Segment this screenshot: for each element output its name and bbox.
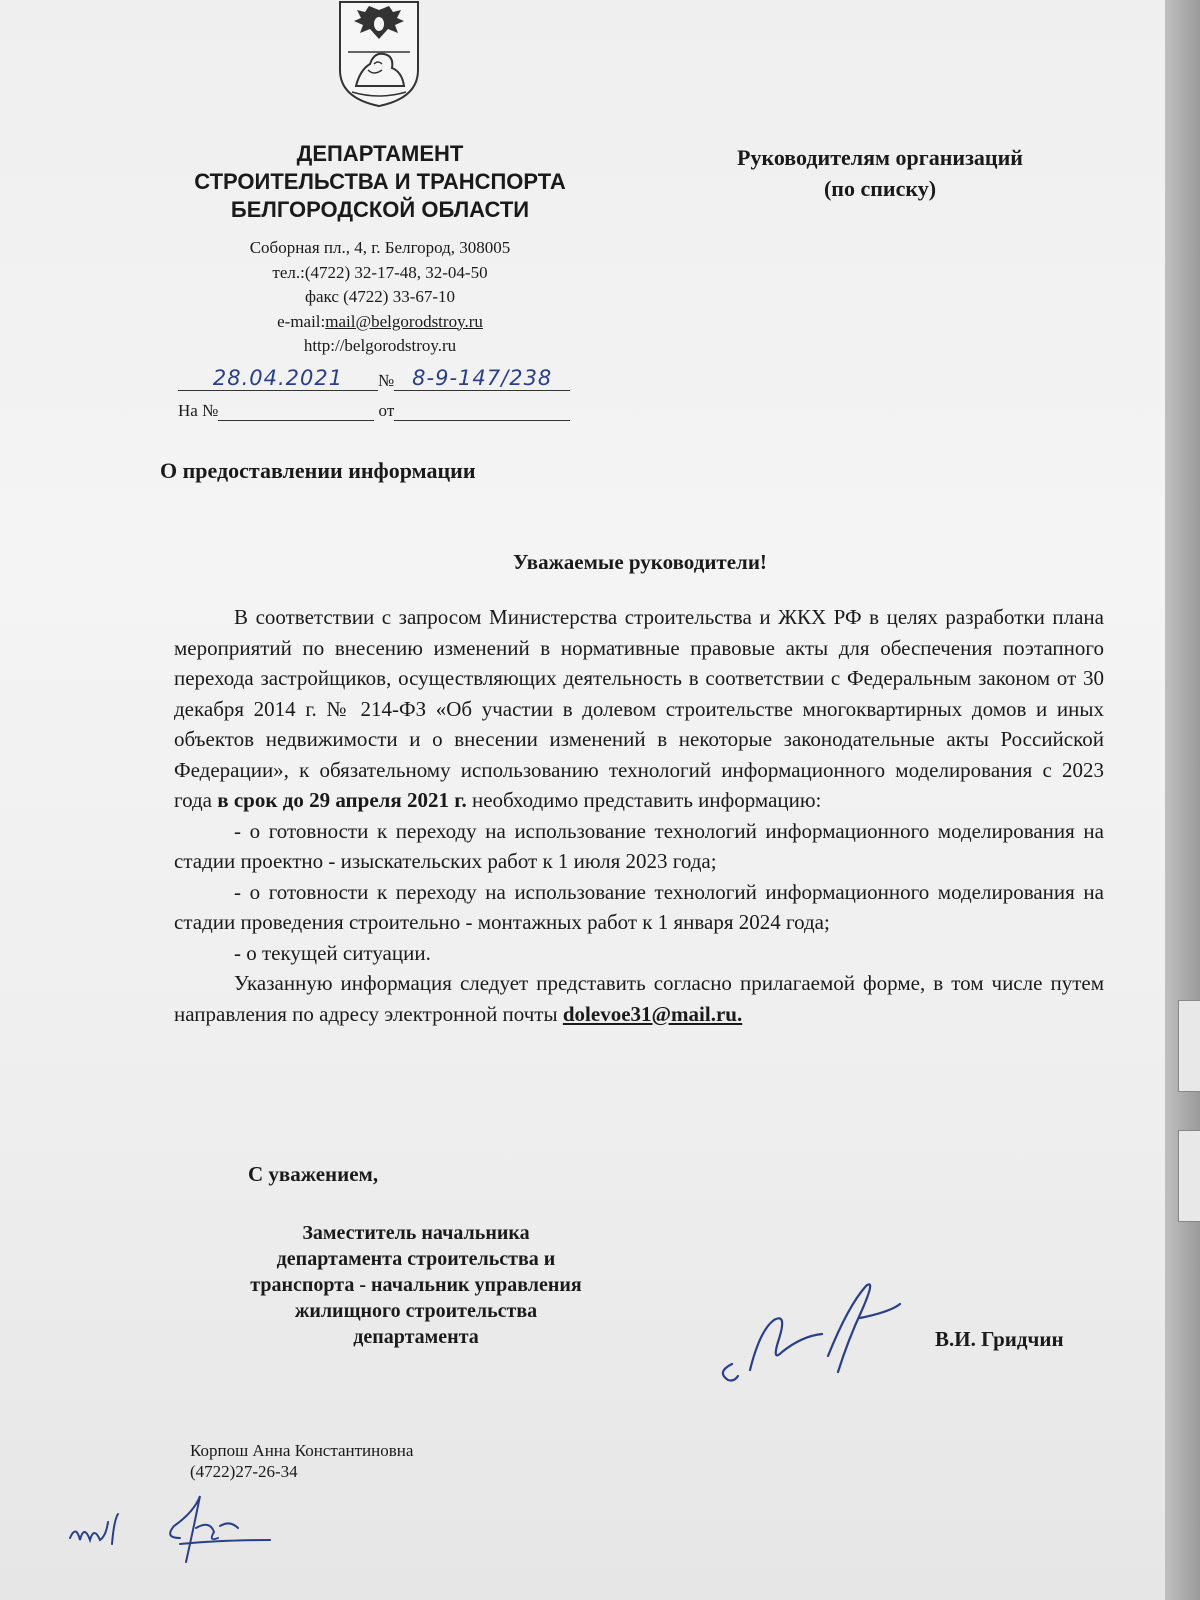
list-item: - о текущей ситуации. bbox=[234, 940, 431, 965]
addressee-line: Руководителям организаций bbox=[737, 145, 1023, 170]
background-edge bbox=[1165, 0, 1200, 1600]
email-line bbox=[160, 310, 600, 335]
addressee bbox=[680, 142, 1080, 204]
letter-body bbox=[174, 602, 1104, 1029]
from-blank bbox=[394, 400, 570, 421]
registration-number: 8-9-147/238 bbox=[412, 366, 553, 390]
list-item: - о готовности к переходу на использование технологий информационного моделирования на стадии проектно - изыскательских работ к 1 июля 2023 года; bbox=[174, 818, 1104, 873]
executor-name: Корпош Анна Константиновна bbox=[190, 1441, 414, 1460]
subject: О предоставлении информации bbox=[160, 458, 476, 483]
reference-line bbox=[178, 400, 570, 421]
signer-position bbox=[186, 1220, 646, 1350]
reference-label: На № bbox=[178, 401, 219, 420]
fax: факс (4722) 33-67-10 bbox=[304, 287, 456, 306]
paragraph-text: В соответствии с запросом Министерства строительства и ЖКХ РФ в целях разработки плана мероприятий по внесению изменений в нормативные правовые акты для обеспечения поэтапного перехода застройщиков, осуществляющих деятельность в соответствии с Федеральным законом от 30 декабря 2014 г. № 214-ФЗ «Об участии в долевом строительстве многоквартирных домов и иных объектов недвижимости и о внесении изменений в некоторые законодательные акты Российской Федерации», к обязательному использованию технологий информационного моделирования с 2023 года bbox=[174, 605, 1104, 812]
contact-email-link[interactable]: dolevoe31@mail.ru. bbox=[562, 1001, 743, 1026]
email-label: e-mail: bbox=[277, 311, 326, 331]
department-name bbox=[160, 140, 600, 224]
phone: тел.:(4722) 32-17-48, 32-04-50 bbox=[272, 262, 488, 282]
address: Соборная пл., 4, г. Белгород, 308005 bbox=[249, 238, 511, 257]
website: http://belgorodstroy.ru bbox=[303, 336, 457, 355]
paragraph-text: Указанную информация следует представить согласно прилагаемой форме, в том числе путем направления по адресу электронной почты bbox=[174, 971, 1104, 1026]
email-link[interactable]: mail@belgorodstroy.ru bbox=[325, 311, 483, 331]
addressee-line: (по списку) bbox=[823, 176, 937, 201]
executor-phone: (4722)27-26-34 bbox=[190, 1462, 298, 1481]
greeting: Уважаемые руководители! bbox=[513, 550, 767, 574]
position-line: департамента bbox=[353, 1326, 479, 1348]
reference-blank bbox=[218, 400, 374, 421]
paragraph-request bbox=[174, 602, 1104, 816]
department-line: ДЕПАРТАМЕНТ bbox=[296, 141, 464, 166]
position-line: Заместитель начальника bbox=[302, 1222, 530, 1244]
department-line: СТРОИТЕЛЬСТВА И ТРАНСПОРТА bbox=[194, 169, 566, 194]
registration-line bbox=[178, 366, 570, 391]
deadline: в срок до 29 апреля 2021 г. bbox=[217, 788, 467, 812]
number-sign: № bbox=[378, 371, 395, 390]
signature-icon bbox=[60, 1478, 300, 1568]
position-line: департамента строительства и bbox=[276, 1248, 556, 1270]
signer-name: В.И. Гридчин bbox=[935, 1327, 1064, 1351]
background-paper-tab bbox=[1178, 1130, 1200, 1222]
department-line: БЕЛГОРОДСКОЙ ОБЛАСТИ bbox=[230, 197, 530, 222]
department-contacts bbox=[160, 236, 600, 359]
paragraph-instructions bbox=[174, 968, 1104, 1029]
paragraph-text: необходимо представить информацию: bbox=[466, 788, 822, 812]
signature-icon bbox=[710, 1282, 920, 1392]
executor bbox=[190, 1440, 413, 1482]
coat-of-arms-icon bbox=[338, 0, 420, 108]
background-paper-tab bbox=[1178, 1000, 1200, 1092]
registration-date: 28.04.2021 bbox=[212, 366, 344, 390]
list-item: - о готовности к переходу на использование технологий информационного моделирования на стадии проведения строительно - монтажных работ к 1 января 2024 года; bbox=[174, 879, 1104, 934]
regards: С уважением, bbox=[248, 1162, 379, 1186]
from-label: от bbox=[378, 401, 395, 420]
position-line: транспорта - начальник управления bbox=[250, 1274, 582, 1296]
position-line: жилищного строительства bbox=[294, 1300, 538, 1322]
